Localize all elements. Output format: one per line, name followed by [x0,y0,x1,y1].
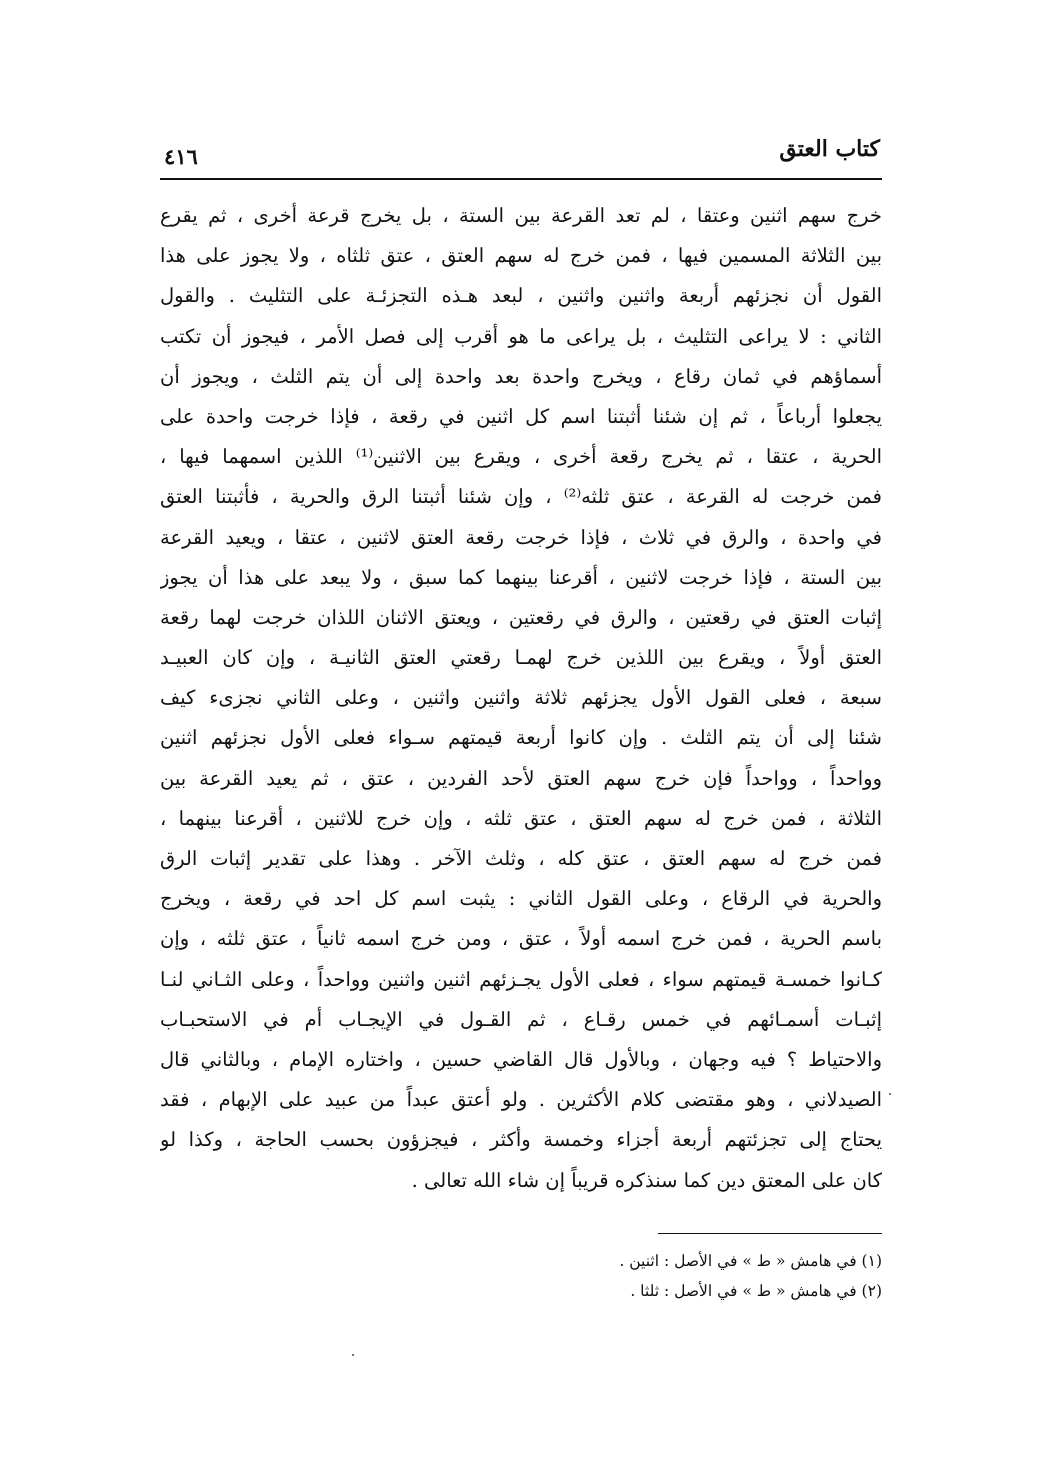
page-number: ٤١٦ [164,144,198,169]
text-line: باسم الحرية ، فمن خرج اسمه أولاً ، عتق ، ومن خرج اسمه ثانياً ، عتق ثلثه ، وإن [160,927,882,951]
text-line: الصيدلاني ، وهو مقتضى كلام الأكثرين . ولو أعتق عبداً من عبيد على الإبهام ، فقد [160,1088,882,1112]
text-line: بين الثلاثة المسمين فيها ، فمن خرج له سهم العتق ، عتق ثلثاه ، ولا يجوز على هذا [160,244,882,268]
text-line: في واحدة ، والرق في ثلاث ، فإذا خرجت رقعة العتق لاثنين ، عتقا ، ويعيد القرعة [160,525,882,549]
header-title: كتاب العتق [779,136,880,162]
text-line: الحرية ، عتقا ، ثم يخرج رقعة أخرى ، ويقرع بين الاثنين⁽¹⁾ اللذين اسمهما فيها ، [160,445,882,469]
footnotes [500,1246,882,1306]
footnote: (١) في هامش « ط » في الأصل : اثنين . [619,1252,882,1270]
text-line: والاحتياط ؟ فيه وجهان ، وبالأول قال القاضي حسين ، واختاره الإمام ، وبالثاني قال [160,1047,882,1071]
text-line: فمن خرج له سهم العتق ، عتق كله ، وثلث الآخر . وهذا على تقدير إثبات الرق [160,847,882,870]
text-line: بين الستة ، فإذا خرجت لاثنين ، أقرعنا بينهما كما سبق ، ولا يبعد على هذا أن يجوز [160,565,882,589]
body-text [160,196,882,1201]
footnote-rule [658,1233,882,1234]
scan-speck [889,1093,891,1095]
scan-speck [352,1354,354,1356]
text-line: والحرية في الرقاع ، وعلى القول الثاني : يثبت اسم كل احد في رقعة ، ويخرج [160,887,882,911]
page-header [160,128,882,180]
text-line: فمن خرجت له القرعة ، عتق ثلثه⁽²⁾ ، وإن شئنا أثبتنا الرق والحرية ، فأثبتنا العتق [160,485,882,509]
text-line: إثبات العتق في رقعتين ، والرق في رقعتين ، ويعتق الاثنان اللذان خرجت لهما رقعة [160,605,882,629]
text-line: يحتاج إلى تجزئتهم أربعة أجزاء وخمسة وأكثر ، فيجزؤون بحسب الحاجة ، وكذا لو [160,1128,882,1152]
text-line: شئنا إلى أن يتم الثلث . وإن كانوا أربعة قيمتهم سـواء فعلى الأول نجزئهم اثنين [160,726,882,750]
text-line: سبعة ، فعلى القول الأول يجزئهم ثلاثة واثنين واثنين ، وعلى الثاني نجزىء كيف [160,686,882,710]
text-line: يجعلوا أرباعاً ، ثم إن شئنا أثبتنا اسم كل اثنين في رقعة ، فإذا خرجت واحدة على [160,404,882,428]
text-line: أسماؤهم في ثمان رقاع ، ويخرج واحدة بعد واحدة إلى أن يتم الثلث ، ويجوز أن [160,364,882,388]
header-rule [160,178,882,180]
text-line: الثاني : لا يراعى التثليث ، بل يراعى ما هو أقرب إلى فصل الأمر ، فيجوز أن تكتب [160,324,882,348]
text-line: إثبـات أسمـائهم في خمس رقـاع ، ثم القـول في الإيجـاب أم في الاستحبـاب [160,1007,882,1031]
text-line: الثلاثة ، فمن خرج له سهم العتق ، عتق ثلثه ، وإن خرج للاثنين ، أقرعنا بينهما ، [160,806,882,830]
text-line: العتق أولاً ، ويقرع بين اللذين خرج لهمـا رقعتي العتق الثانيـة ، وإن كان العبيـد [160,646,882,670]
footnote: (٢) في هامش « ط » في الأصل : ثلثا . [630,1282,882,1300]
text-line: كان على المعتق دين كما سنذكره قريباً إن شاء الله تعالى . [411,1168,882,1192]
text-line: وواحداً ، وواحداً فإن خرج سهم العتق لأحد الفردين ، عتق ، ثم يعيد القرعة بين [160,766,882,790]
text-line: خرج سهم اثنين وعتقا ، لم تعد القرعة بين الستة ، بل يخرج قرعة أخرى ، ثم يقرع [160,204,882,227]
text-line: كـانوا خمسـة قيمتهم سواء ، فعلى الأول يجـزئهم اثنين واثنين وواحداً ، وعلى الثـاني لنـا [160,967,882,991]
text-line: القول أن نجزئهم أربعة واثنين واثنين ، لبعد هـذه التجزئـة على التثليث . والقول [160,284,882,308]
